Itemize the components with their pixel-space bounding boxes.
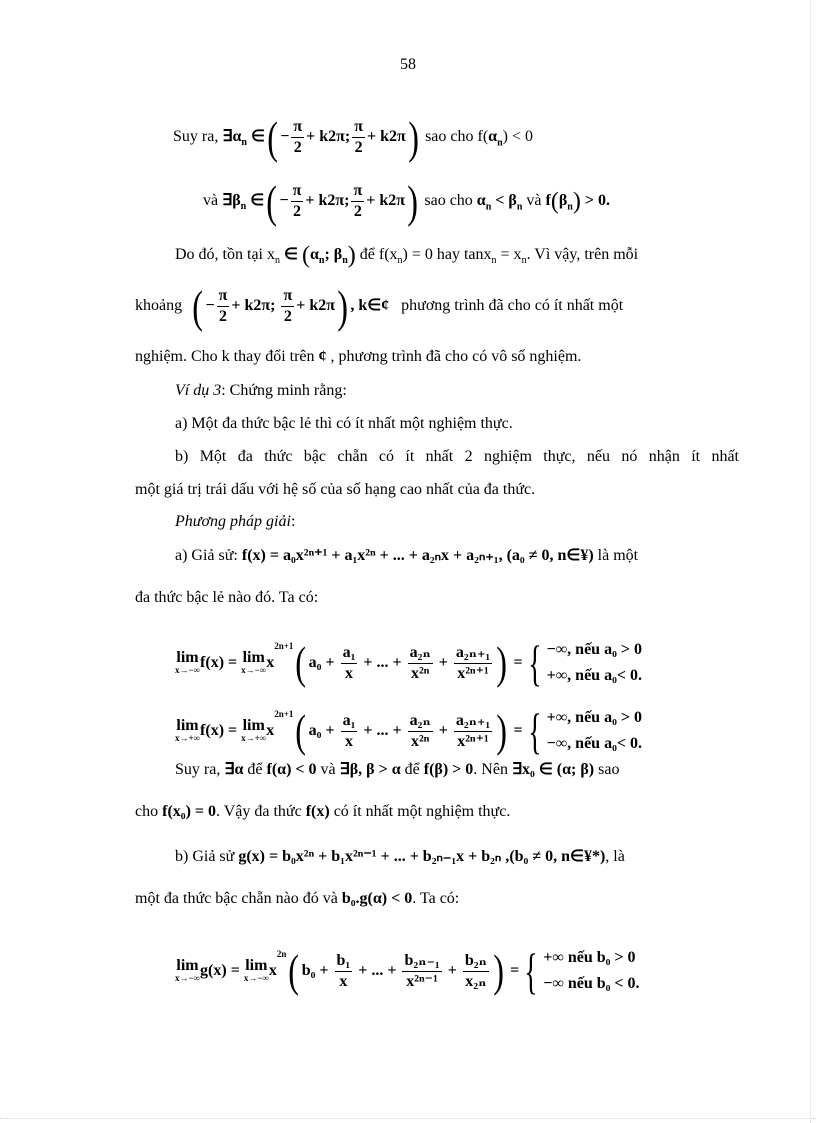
line-b — [175, 447, 739, 467]
m: (a₀ ≠ 0, n∈¥) — [506, 547, 594, 564]
text: sao — [594, 761, 620, 778]
paren: ) — [407, 175, 419, 227]
page-number: 58 — [400, 56, 416, 73]
text: ) = 0 hay tanx — [402, 246, 492, 263]
num: π — [351, 181, 364, 202]
m: ¢ — [318, 348, 327, 365]
lim — [175, 959, 200, 983]
text: để — [243, 761, 267, 778]
text: và — [203, 192, 223, 210]
frac — [352, 117, 365, 158]
m: f(x) = — [200, 654, 242, 671]
sub: n — [240, 201, 247, 213]
m: = — [506, 962, 520, 979]
lim-sub: x→−∞ — [175, 665, 201, 676]
den: 2 — [293, 139, 302, 156]
lim — [175, 719, 200, 743]
m: (b₀ ≠ 0, n∈¥*) — [509, 848, 606, 865]
m: α — [476, 192, 486, 210]
line-da-thuc-chan — [135, 889, 739, 909]
text: Do đó, tồn tại x — [175, 246, 275, 263]
m: > 0. — [580, 192, 610, 210]
sub: n — [516, 201, 523, 213]
num: b₂ₙ₋₁ — [402, 951, 441, 972]
lim-sub: x→−∞ — [241, 665, 267, 676]
lim — [244, 959, 269, 983]
paren: ) — [347, 242, 356, 269]
text: một giá trị trái dấu với hệ số của số hạng cao nhất của đa thức. — [135, 481, 536, 498]
cases — [543, 945, 639, 997]
text: , phương trình đã cho có vô số nghiệm. — [326, 348, 582, 365]
m: f(x) = — [200, 722, 242, 739]
num: a₁ — [341, 643, 358, 664]
m: + ... + — [359, 722, 406, 739]
text: b) Giả sử — [175, 848, 239, 865]
case: +∞, nếu a₀ > 0 — [546, 709, 642, 727]
m: α — [309, 246, 319, 263]
line-khoang — [135, 280, 739, 332]
m: ∈ — [280, 246, 302, 263]
text: sao cho f( — [421, 128, 489, 146]
math-exists-beta — [222, 192, 265, 213]
m: a₀ + — [308, 654, 339, 671]
sub: n — [275, 255, 280, 267]
line-da-thuc-le — [135, 588, 739, 608]
text: khoảng — [135, 297, 183, 315]
brace: { — [524, 943, 538, 1000]
frac — [341, 711, 358, 752]
text: Suy ra, — [173, 128, 223, 146]
brace: { — [528, 635, 542, 692]
case: −∞ nếu b₀ < 0. — [543, 975, 640, 993]
den: x₂ₙ — [465, 972, 487, 990]
text: phương trình đã cho có ít nhất một — [401, 297, 624, 315]
text: a) Một đa thức bậc lẻ thì có ít nhất một nghiệm thực. — [175, 415, 513, 432]
frac — [217, 286, 230, 327]
m: + k2π — [366, 192, 406, 210]
m: f(α) < 0 — [266, 761, 317, 778]
num: a₂ₙ — [408, 711, 433, 732]
paren: ) — [572, 188, 581, 215]
line-va-beta — [203, 175, 807, 227]
sub: n — [342, 255, 348, 267]
line-gia-su-b — [175, 847, 739, 867]
den: x — [344, 732, 353, 750]
den: 2 — [292, 203, 301, 220]
den: 2 — [283, 308, 292, 325]
m: − — [205, 297, 215, 315]
line-suy-ra-alpha — [173, 111, 777, 163]
sub: n — [491, 255, 497, 267]
frac — [454, 711, 492, 752]
m: ; β — [324, 246, 343, 263]
paren: ( — [267, 111, 278, 163]
text: , là — [605, 848, 625, 865]
m: + — [434, 654, 452, 671]
m: f(β) > 0 — [423, 761, 474, 778]
lim-sub: x→+∞ — [175, 733, 201, 744]
math-exists-alpha — [222, 128, 265, 149]
line-cho-f-x0 — [135, 802, 739, 822]
text: cho — [135, 803, 163, 820]
text: có ít nhất một nghiệm thực. — [329, 803, 511, 820]
line-do-do — [175, 242, 739, 271]
lim-word: lim — [176, 649, 199, 667]
lim-sub: x→+∞ — [241, 733, 267, 744]
lim-word: lim — [176, 717, 199, 735]
line-a — [175, 414, 739, 434]
lim-sub: x→−∞ — [243, 973, 269, 984]
paren: ) — [496, 705, 508, 757]
m: f(x₀) = 0 — [162, 803, 217, 820]
num: π — [281, 286, 294, 307]
m: f(x) — [305, 803, 330, 820]
paren: ) — [337, 280, 349, 332]
frac — [402, 951, 441, 992]
frac — [335, 951, 353, 992]
m: + k2π; — [306, 128, 351, 146]
paren: ) — [493, 945, 504, 997]
lim — [241, 719, 266, 743]
m: f — [545, 192, 551, 210]
m: ∃β, β > α — [339, 761, 401, 778]
m: = — [509, 722, 523, 739]
paren: ( — [295, 705, 307, 757]
num: π — [291, 117, 304, 138]
text: . Nên — [473, 761, 512, 778]
paren: ( — [266, 175, 278, 227]
line-phuong-phap — [175, 512, 739, 532]
m: α — [488, 128, 498, 146]
text: . Vậy đa thức — [216, 803, 306, 820]
m: f(x) = a₀x²ⁿ⁺¹ + a₁x²ⁿ + ... + a₂ₙx + a₂ₙ₊₁, — [241, 547, 503, 564]
equation-limit-minus-inf — [175, 618, 779, 692]
paren: ( — [295, 637, 307, 689]
line-gia-su-a — [175, 546, 739, 570]
text: = x — [496, 246, 522, 263]
text: để f(x — [355, 246, 398, 263]
text: là một — [593, 547, 639, 564]
sup: 2n — [276, 949, 287, 959]
m: ∃α — [224, 761, 244, 778]
den: x²ⁿ — [411, 732, 430, 750]
case: +∞ nếu b₀ > 0 — [543, 949, 636, 967]
m: + k2π — [296, 297, 335, 315]
frac — [341, 643, 358, 684]
paren: ( — [192, 280, 204, 332]
den: x²ⁿ⁺¹ — [457, 732, 489, 750]
text: . Vì vậy, trên mỗi — [526, 246, 639, 263]
m: + k2π; — [305, 192, 350, 210]
m: , k∈¢ — [350, 297, 390, 315]
lim-word: lim — [245, 957, 268, 975]
num: π — [352, 117, 365, 138]
lim-sub: x→−∞ — [175, 973, 201, 984]
equation-limit-plus-inf — [175, 686, 779, 760]
text: ) < 0 — [502, 128, 534, 146]
m: ∃x₀ ∈ (α; β) — [511, 761, 595, 778]
paren: ( — [301, 242, 310, 269]
sub: n — [241, 137, 247, 149]
text: Ví dụ 3 — [175, 382, 222, 399]
page-edge-rule — [810, 0, 811, 1123]
m: − — [280, 128, 290, 146]
text: : Chứng minh rằng: — [221, 382, 347, 399]
den: 2 — [353, 203, 362, 220]
den: 2 — [354, 139, 363, 156]
frac — [351, 181, 364, 222]
m: a₀ + — [308, 722, 339, 739]
den: x — [344, 664, 353, 682]
text: sao cho — [420, 192, 477, 210]
m: + — [434, 722, 452, 739]
cases — [547, 637, 642, 689]
num: a₁ — [341, 711, 358, 732]
m: + ... + — [354, 962, 401, 979]
text: đa thức bậc lẻ nào đó. Ta có: — [135, 589, 319, 606]
paren: ) — [408, 111, 419, 163]
sup: 2n+1 — [274, 641, 294, 651]
sub: n — [485, 201, 492, 213]
m: g(x) = b₀x²ⁿ + b₁x²ⁿ⁻¹ + ... + b₂ₙ₋₁x + b₂ₙ , — [238, 848, 510, 865]
m: + ... + — [359, 654, 406, 671]
frac — [463, 951, 489, 992]
den: x²ⁿ⁻¹ — [406, 972, 438, 990]
lim — [175, 651, 200, 675]
text: : — [290, 513, 296, 530]
frac — [281, 286, 294, 327]
case: −∞, nếu a₀< 0. — [546, 735, 642, 753]
m: + — [443, 962, 461, 979]
m: ∈ — [246, 192, 265, 210]
paren: ( — [288, 945, 300, 997]
frac — [291, 117, 304, 158]
den: 2 — [218, 308, 227, 325]
num: b₁ — [335, 951, 353, 972]
den: x — [339, 972, 348, 990]
frac — [408, 643, 433, 684]
text: một đa thức bậc chẵn nào đó và — [135, 890, 342, 907]
num: b₂ₙ — [463, 951, 489, 972]
sub: n — [318, 255, 325, 267]
equation-limit-g — [175, 926, 779, 1000]
m: ∃α — [222, 128, 242, 146]
m: − — [279, 192, 289, 210]
brace: { — [528, 703, 542, 760]
m: x — [266, 722, 275, 739]
sup: 2n+1 — [274, 709, 294, 719]
text: và — [522, 192, 546, 210]
m: ∈ — [246, 128, 265, 146]
case: −∞, nếu a₀ > 0 — [546, 641, 642, 659]
text: Suy ra, — [175, 761, 225, 778]
sub: n — [497, 137, 503, 149]
m: ∃β — [222, 192, 241, 210]
num: π — [217, 286, 230, 307]
m: b₀.g(α) < 0 — [341, 890, 413, 907]
lim-word: lim — [242, 717, 265, 735]
sub: n — [567, 201, 573, 213]
lim-word: lim — [242, 649, 265, 667]
paren: ( — [550, 188, 559, 215]
paren: ) — [496, 637, 508, 689]
num: π — [291, 181, 304, 202]
den: x²ⁿ⁺¹ — [457, 664, 489, 682]
text: và — [316, 761, 340, 778]
m: x — [266, 654, 275, 671]
text: . Ta có: — [412, 890, 460, 907]
text: Phương pháp giải — [175, 513, 291, 530]
sub: n — [397, 255, 403, 267]
sub: n — [521, 255, 527, 267]
frac — [291, 181, 304, 222]
m: g(x) = — [200, 962, 244, 979]
m: + k2π — [366, 128, 406, 146]
num: a₂ₙ₊₁ — [454, 711, 492, 732]
num: a₂ₙ — [408, 643, 433, 664]
lim-word: lim — [176, 957, 199, 975]
m: b₀ + — [301, 962, 333, 979]
frac — [454, 643, 492, 684]
den: x²ⁿ — [411, 664, 430, 682]
m: x — [268, 962, 277, 979]
case: +∞, nếu a₀< 0. — [546, 667, 642, 685]
text: b) Một đa thức bậc chẵn có ít nhất 2 nghiệm thực, nếu nó nhận ít nhất — [175, 448, 739, 465]
line-suy-ra-exists — [175, 760, 739, 780]
m: + k2π; — [231, 297, 276, 315]
text: để — [400, 761, 424, 778]
num: a₂ₙ₊₁ — [454, 643, 492, 664]
frac — [408, 711, 433, 752]
line-b-cont — [135, 480, 739, 500]
footer-rule — [0, 1118, 816, 1119]
m: = — [509, 654, 523, 671]
line-vi-du — [175, 381, 739, 401]
m: β — [558, 192, 568, 210]
lim — [241, 651, 266, 675]
line-nghiem — [135, 347, 739, 367]
cases — [547, 705, 642, 757]
m: < β — [491, 192, 517, 210]
text: a) Giả sử: — [175, 547, 242, 564]
text: nghiệm. Cho k thay đổi trên — [135, 348, 319, 365]
